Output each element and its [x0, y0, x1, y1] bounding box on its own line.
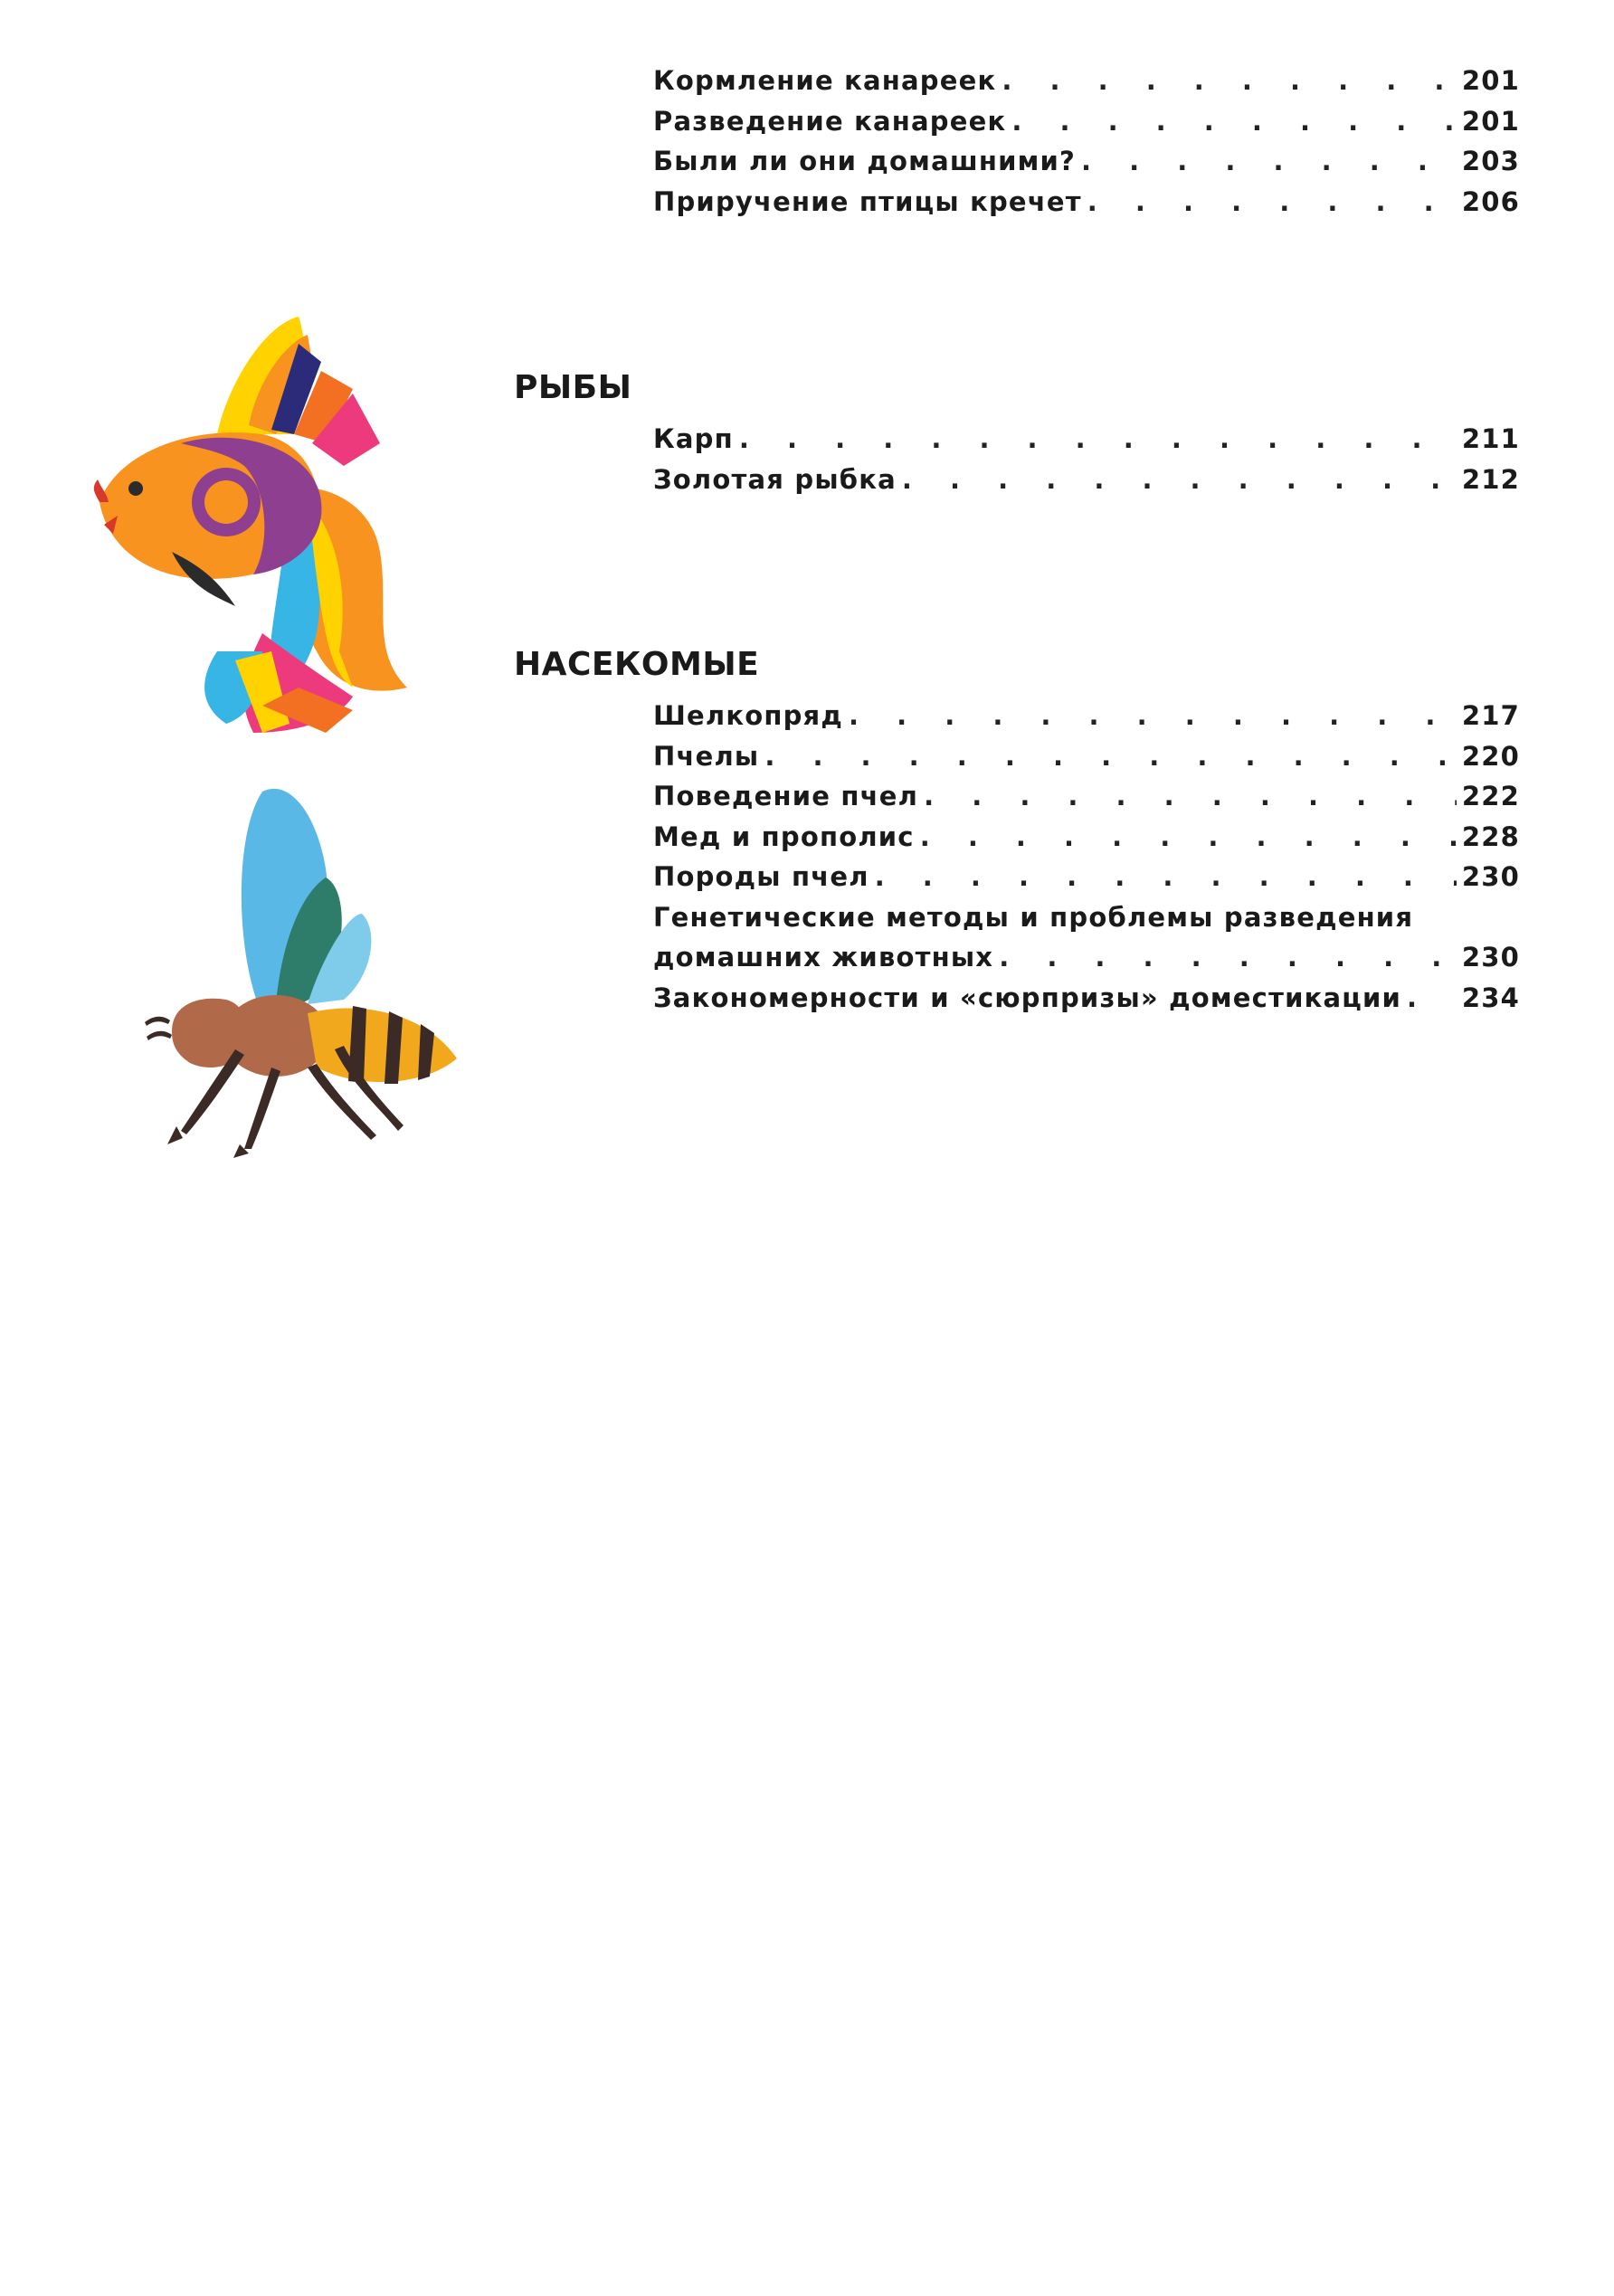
toc-entry[interactable] — [653, 423, 1520, 464]
toc-entry-title: домашних животных — [653, 942, 994, 972]
toc-dot-leader — [875, 861, 1457, 892]
toc-entry-title: Закономерности и «сюрпризы» доместикации — [653, 982, 1401, 1013]
toc-entry-title: Карп — [653, 423, 734, 454]
toc-entry-page: 230 — [1461, 942, 1520, 972]
toc-dot-leader — [1407, 982, 1457, 1013]
section-heading-insects: НАСЕКОМЫЕ — [514, 646, 760, 683]
toc-entry-multiline-second[interactable] — [653, 942, 1520, 982]
toc-entry[interactable] — [653, 186, 1520, 227]
toc-entry[interactable] — [653, 65, 1520, 106]
toc-entry[interactable] — [653, 464, 1520, 505]
toc-entry[interactable] — [653, 982, 1520, 1023]
toc-entry-page: 211 — [1461, 423, 1520, 454]
toc-dot-leader — [1002, 65, 1457, 96]
toc-dot-leader — [1011, 106, 1457, 137]
toc-entry[interactable] — [653, 146, 1520, 186]
toc-entry-title: Породы пчел — [653, 861, 869, 892]
toc-entry-title: Кормление канареек — [653, 65, 997, 96]
bee-illustration — [127, 778, 470, 1158]
toc-fish — [653, 423, 1520, 504]
toc-dot-leader — [1087, 186, 1457, 217]
toc-entry-title: Генетические методы и проблемы разведения — [653, 901, 1414, 933]
toc-entry-page: 230 — [1461, 861, 1520, 892]
toc-entry-page: 234 — [1461, 982, 1520, 1013]
toc-dot-leader — [764, 741, 1457, 772]
toc-entry-page: 222 — [1461, 781, 1520, 811]
toc-entry[interactable] — [653, 821, 1520, 862]
toc-entry-title: Были ли они домашними? — [653, 146, 1077, 176]
toc-entry-title: Шелкопряд — [653, 700, 843, 731]
toc-entry-page: 212 — [1461, 463, 1520, 495]
toc-entry-title: Мед и прополис — [653, 821, 915, 852]
toc-entry-page: 201 — [1461, 65, 1520, 96]
toc-entry-page: 217 — [1461, 700, 1520, 731]
toc-entry-page: 201 — [1461, 105, 1520, 137]
toc-entry[interactable] — [653, 700, 1520, 741]
toc-entry[interactable] — [653, 106, 1520, 147]
toc-entry-title: Золотая рыбка — [653, 463, 897, 495]
toc-dot-leader — [902, 464, 1457, 495]
toc-entry-multiline-first[interactable] — [653, 902, 1520, 943]
toc-entry-page: 228 — [1461, 821, 1520, 852]
toc-dot-leader — [999, 942, 1457, 972]
toc-insects — [653, 700, 1520, 1022]
goldfish-illustration — [81, 308, 461, 742]
toc-birds-continued — [653, 65, 1520, 226]
toc-entry-page: 220 — [1461, 740, 1520, 772]
toc-entry[interactable] — [653, 741, 1520, 782]
toc-dot-leader — [920, 821, 1457, 852]
section-heading-fish: РЫБЫ — [514, 369, 632, 406]
toc-entry-title: Пчелы — [653, 740, 760, 772]
toc-entry-page: 206 — [1461, 185, 1520, 217]
toc-entry[interactable] — [653, 861, 1520, 902]
toc-entry-title: Разведение канареек — [653, 105, 1007, 137]
toc-dot-leader — [739, 423, 1457, 454]
toc-dot-leader — [924, 781, 1457, 811]
toc-entry-page: 203 — [1461, 146, 1520, 176]
toc-entry-title: Поведение пчел — [653, 781, 919, 811]
toc-entry[interactable] — [653, 781, 1520, 821]
toc-dot-leader — [849, 700, 1457, 731]
toc-entry-title: Приручение птицы кречет — [653, 185, 1082, 217]
toc-dot-leader — [1081, 146, 1457, 176]
